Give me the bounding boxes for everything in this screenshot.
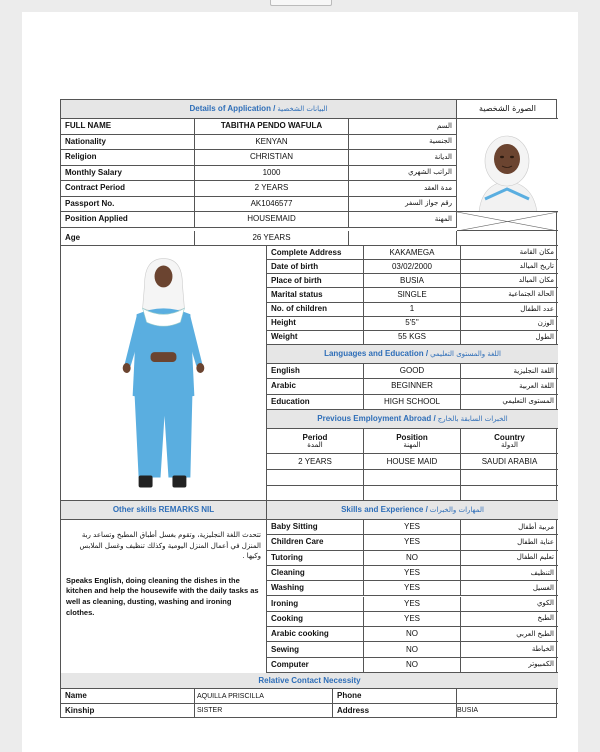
personal-arabic-label: رقم جواز السفر (349, 197, 457, 213)
personal-arabic-label: الديانة (349, 150, 457, 166)
detail-value: SINGLE (364, 288, 461, 302)
employment-empty-cell (364, 486, 461, 501)
employment-header (267, 410, 558, 429)
skill-value: YES (364, 566, 461, 581)
skill-arabic-label: الطبخ (461, 612, 558, 627)
contact-name-value: AQUILLA PRISCILLA (195, 689, 333, 704)
details-header (61, 100, 457, 119)
position-column-title: Position (396, 432, 428, 442)
skill-arabic-label: عناية الطفال (461, 535, 558, 550)
contact-kinship-value: SISTER (195, 704, 333, 717)
details-header-title: Details of Application / (189, 104, 276, 113)
skill-value: NO (364, 658, 461, 673)
detail-value: 1 (364, 303, 461, 317)
country-column-header (461, 429, 558, 454)
personal-label: Religion (61, 150, 195, 166)
detail-arabic-label: مكان الميالد (461, 274, 558, 288)
detail-label: Height (267, 317, 364, 331)
languages-header-title: Languages and Education / (324, 349, 429, 358)
period-column-arabic: المدة (307, 440, 323, 449)
cross-lines (457, 212, 558, 231)
language-value: BEGINNER (364, 379, 461, 394)
skill-label: Baby Sitting (267, 520, 364, 535)
detail-arabic-label: الوزن (461, 317, 558, 331)
period-column-header (267, 429, 364, 454)
age-spacer-right (457, 231, 558, 246)
position-column-header (364, 429, 461, 454)
skills-header-title: Skills and Experience / (341, 505, 428, 514)
personal-label: Monthly Salary (61, 166, 195, 182)
employment-period: 2 YEARS (267, 454, 364, 470)
details-header-arabic: البيانات الشخصية (277, 104, 328, 113)
skill-arabic-label: الخياطة (461, 642, 558, 657)
personal-arabic-label: الراتب الشهري (349, 166, 457, 182)
age-value: 26 YEARS (195, 231, 349, 246)
skill-label: Cooking (267, 612, 364, 627)
country-column-arabic: الدولة (500, 440, 519, 449)
photo-large-cell (61, 246, 267, 501)
skills-header (267, 501, 558, 520)
employment-empty-cell (267, 470, 364, 486)
detail-value: BUSIA (364, 274, 461, 288)
personal-label: Contract Period (61, 181, 195, 197)
applicant-portrait-photo (457, 119, 558, 212)
language-arabic-label: اللغة العربية (461, 379, 558, 394)
remarks-english: Speaks English, doing cleaning the dishes in the kitchen and help the housewife with the daily tasks as well as cleaning, dusting, washing and ironing clothes. (66, 575, 259, 618)
skill-arabic-label: الكمبيوتر (461, 658, 558, 673)
personal-label: Position Applied (61, 212, 195, 228)
language-arabic-label: المستوى التعليمي (461, 395, 558, 410)
personal-value: CHRISTIAN (195, 150, 349, 166)
detail-value: 03/02/2000 (364, 260, 461, 274)
detail-label: Marital status (267, 288, 364, 302)
skill-value: NO (364, 551, 461, 566)
skill-label: Children Care (267, 535, 364, 550)
detail-arabic-label: مكان القامة (461, 246, 558, 260)
detail-arabic-label: الطول (461, 331, 558, 345)
skill-arabic-label: الغسيل (461, 581, 558, 596)
languages-header-arabic: اللغة والمستوى التعليمي (430, 349, 501, 358)
employment-header-title: Previous Employment Abroad / (317, 414, 436, 423)
personal-label: Nationality (61, 135, 195, 151)
skill-value: NO (364, 642, 461, 657)
language-value: GOOD (364, 364, 461, 379)
detail-value: KAKAMEGA (364, 246, 461, 260)
personal-value: KENYAN (195, 135, 349, 151)
photo-label: الصورة الشخصية (457, 100, 558, 119)
detail-arabic-label: تاريخ الميالد (461, 260, 558, 274)
employment-empty-cell (267, 486, 364, 501)
skill-value: YES (364, 535, 461, 550)
detail-label: No. of children (267, 303, 364, 317)
skill-label: Cleaning (267, 566, 364, 581)
skills-header-arabic: المهارات والخبرات (429, 505, 484, 514)
personal-arabic-label: الجنسية (349, 135, 457, 151)
personal-value: TABITHA PENDO WAFULA (195, 119, 349, 135)
detail-label: Place of birth (267, 274, 364, 288)
skill-value: YES (364, 612, 461, 627)
skill-label: Ironing (267, 597, 364, 612)
language-label: Arabic (267, 379, 364, 394)
employment-country: SAUDI ARABIA (461, 454, 558, 470)
applicant-full-photo (61, 246, 266, 501)
detail-label: Date of birth (267, 260, 364, 274)
age-spacer (349, 231, 457, 246)
language-label: English (267, 364, 364, 379)
skill-value: NO (364, 627, 461, 642)
employment-header-arabic: الخبرات السابقة بالخارج (437, 414, 508, 423)
contact-phone-label: Phone (333, 689, 457, 704)
skill-label: Arabic cooking (267, 627, 364, 642)
languages-header (267, 345, 558, 364)
language-arabic-label: اللغة النجليزية (461, 364, 558, 379)
skill-arabic-label: الكوي (461, 597, 558, 612)
age-label: Age (61, 231, 195, 246)
country-column-title: Country (494, 432, 525, 442)
empty-crossed-cell (457, 212, 558, 231)
contact-address-label: Address (333, 704, 457, 717)
personal-arabic-label: المهنة (349, 212, 457, 228)
skill-value: YES (364, 581, 461, 596)
detail-value: 55 KGS (364, 331, 461, 345)
personal-label: Passport No. (61, 197, 195, 213)
detail-label: Complete Address (267, 246, 364, 260)
detail-arabic-label: عدد الطفال (461, 303, 558, 317)
application-form (60, 99, 557, 718)
skill-label: Washing (267, 581, 364, 596)
personal-value: HOUSEMAID (195, 212, 349, 228)
skill-arabic-label: تعليم الطفال (461, 551, 558, 566)
remarks-arabic: تتحدث اللغة النجليزية، وتقوم بغسل أطباق المطبخ وتساعد ربة المنزل في أعمال المنزل اليومية وكذلك تنظيف وغسل الملابس وكيها . (79, 531, 261, 560)
employment-position: HOUSE MAID (364, 454, 461, 470)
personal-value: 2 YEARS (195, 181, 349, 197)
skill-arabic-label: مربية أطفال (461, 520, 558, 535)
detail-label: Weight (267, 331, 364, 345)
personal-value: 1000 (195, 166, 349, 182)
photo-small-cell (457, 119, 558, 212)
contact-phone-value (457, 689, 558, 704)
language-label: Education (267, 395, 364, 410)
skill-arabic-label: التنظيف (461, 566, 558, 581)
detail-value: 5'5'' (364, 317, 461, 331)
employment-empty-cell (461, 486, 558, 501)
skill-label: Sewing (267, 642, 364, 657)
remarks-block (61, 520, 267, 680)
contact-kinship-label: Kinship (61, 704, 195, 717)
personal-value: AK1046577 (195, 197, 349, 213)
skill-arabic-label: الطبخ العربي (461, 627, 558, 642)
skill-value: YES (364, 597, 461, 612)
skill-label: Tutoring (267, 551, 364, 566)
position-column-arabic: المهنة (403, 440, 421, 449)
other-skills-header: Other skills REMARKS NIL (61, 501, 267, 520)
language-value: HIGH SCHOOL (364, 395, 461, 410)
detail-arabic-label: الحالة الجتماعية (461, 288, 558, 302)
toolbar-tab[interactable] (270, 0, 332, 6)
personal-arabic-label: السم (349, 119, 457, 135)
skill-label: Computer (267, 658, 364, 673)
personal-arabic-label: مدة العقد (349, 181, 457, 197)
contact-name-label: Name (61, 689, 195, 704)
contact-address-value: BUSIA (457, 707, 479, 714)
contact-header: Relative Contact Necessity (61, 673, 558, 689)
skill-value: YES (364, 520, 461, 535)
employment-empty-cell (461, 470, 558, 486)
employment-empty-cell (364, 470, 461, 486)
personal-label: FULL NAME (61, 119, 195, 135)
period-column-title: Period (302, 432, 328, 442)
